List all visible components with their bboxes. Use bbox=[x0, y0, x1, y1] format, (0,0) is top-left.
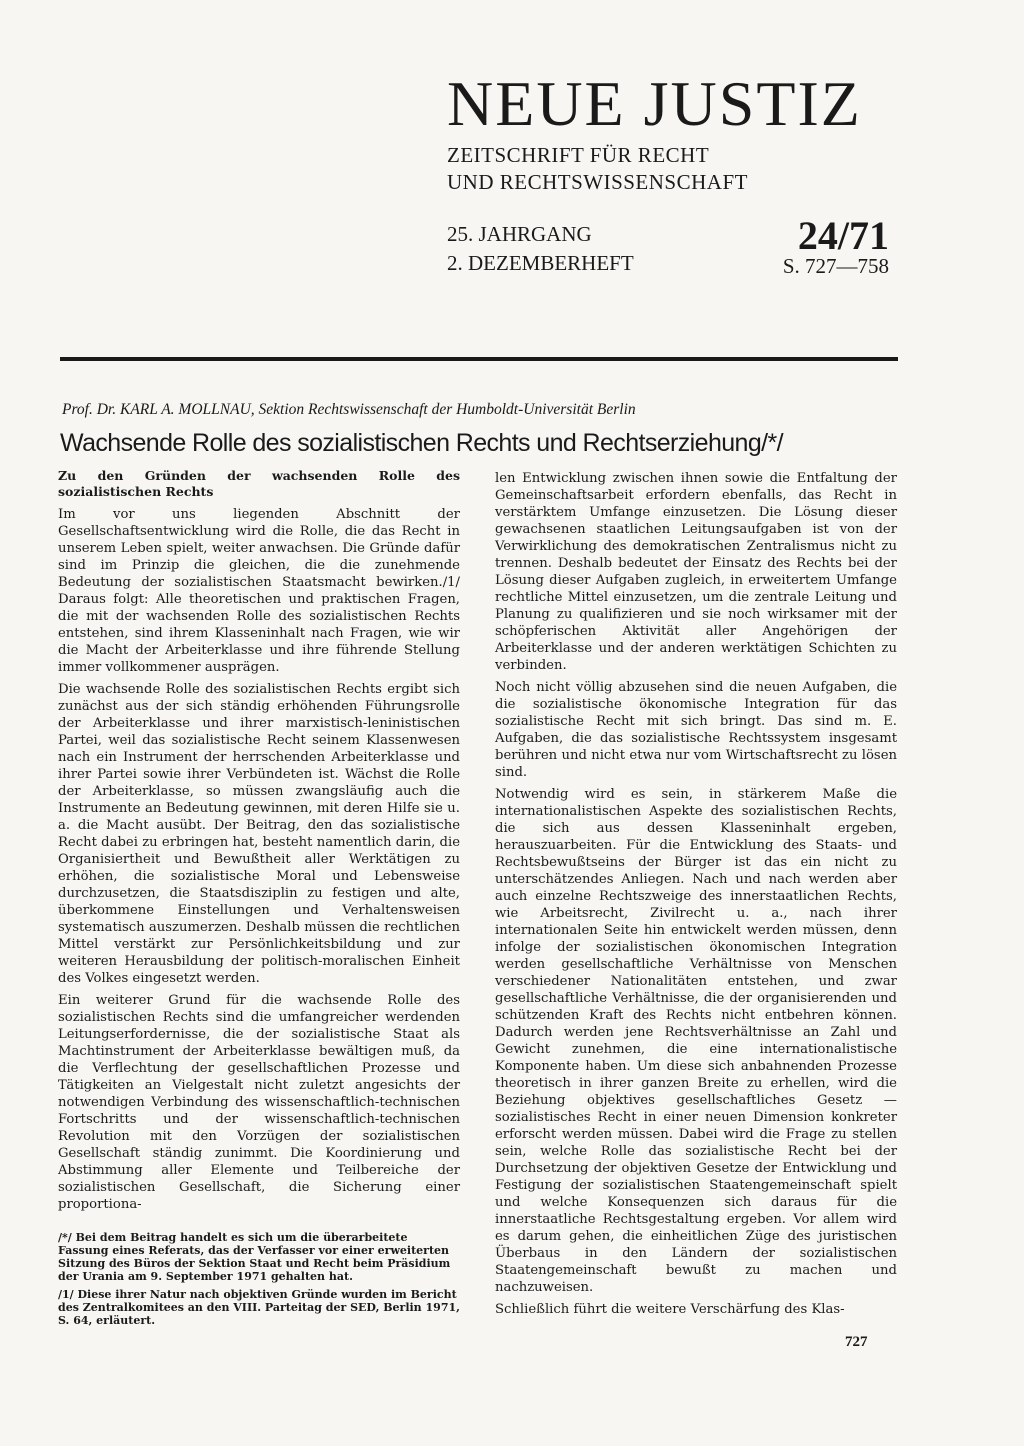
issue-part-label: 2. DEZEMBERHEFT bbox=[447, 251, 634, 275]
paragraph: Ein weiterer Grund für die wachsende Rolle des sozialistischen Rechts sind die umfangreicher werdenden Leitungserfordernisse, die der sozialistische Staat als Machtinstrument der Arbeiterklasse bewältigen muß, da die Verflechtung der gesellschaftlichen Prozesse und Tätigkeiten an Vielgestalt nicht zuletzt angesichts der notwendigen Verbindung des wissenschaftlich-technischen Fortschritts und der wissenschaftlich-technischen Revolution mit den Vorzügen der sozialistischen Gesellschaft ständig zunimmt. Die Koordinierung und Abstimmung aller Elemente und Teilbereiche der sozialistischen Gesellschaft, die Sicherung einer proportiona- bbox=[58, 993, 460, 1212]
paragraph: len Entwicklung zwischen ihnen sowie die Entfaltung der Gemeinschaftsarbeit erfordern ebenfalls, das Recht in verstärktem Umfange einzusetzen. Die Lösung dieser gewachsenen staatlichen Leitungsaufgaben ist von der Verwirklichung des demokratischen Zentralismus nicht zu trennen. Deshalb bedeutet der Einsatz des Rechts bei der Lösung dieser Aufgaben zugleich, in erweitertem Umfange rechtliche Mittel einzusetzen, um die zentrale Leitung und Planung zu qualifizieren und sie noch wirksamer mit der schöpferischen Aktivität aller Angehörigen der Arbeiterklasse und der anderen werktätigen Schichten zu verbinden. bbox=[495, 471, 897, 673]
paragraph: Im vor uns liegenden Abschnitt der Gesellschaftsentwicklung wird die Rolle, die das Recht in unserem Leben spielt, weiter anwachsen. Die Gründe dafür sind im Prinzip die gleichen, die die zunehmende Bedeutung der sozialistischen Staatsmacht bewirken./1/ Daraus folgt: Alle theoretischen und praktischen Fragen, die mit der wachsenden Rolle des sozialistischen Rechts entstehen, sind ihrem Klasseninhalt nach Fragen, wie wir die Macht der Arbeiterklasse und ihre führende Stellung immer vollkommener ausprägen. bbox=[58, 507, 460, 675]
paragraph: Die wachsende Rolle des sozialistischen Rechts ergibt sich zunächst aus der sich ständig erhöhenden Führungsrolle der Arbeiterklasse und ihrer marxistisch-leninistischen Partei, weil das sozialistische Recht seinem Klassenwesen nach ein Instrument der herrschenden Arbeiterklasse und ihrer Partei sowie ihrer Verbündeten ist. Wächst die Rolle der Arbeiterklasse, so müssen zwangsläufig auch die Instrumente an Bedeutung gewinnen, mit deren Hilfe sie u. a. die Macht ausübt. Der Beitrag, den das sozialistische Recht dabei zu erbringen hat, besteht namentlich darin, die Organisiertheit und Bewußtheit aller Werktätigen zu erhöhen, die sozialistische Moral und Lebensweise durchzusetzen, die Staatsdisziplin zu festigen und alte, überkommene Einstellungen und Verhaltensweisen systematisch auszumerzen. Deshalb müssen die rechtlichen Mittel verstärkt zur Persönlichkeitsbildung und zur weiteren Herausbildung der politisch-moralischen Einheit des Volkes eingesetzt werden. bbox=[58, 682, 460, 986]
issue-number: 24/71 bbox=[797, 213, 889, 258]
paragraph: Schließlich führt die weitere Verschärfung des Klas- bbox=[495, 1302, 845, 1317]
journal-subtitle bbox=[447, 142, 907, 196]
subtitle-line-2: UND RECHTSWISSENSCHAFT bbox=[447, 170, 748, 194]
footnotes bbox=[58, 1231, 460, 1327]
author-byline: Prof. Dr. KARL A. MOLLNAU, Sektion Rechtswissenschaft der Humboldt-Universität Berlin bbox=[62, 401, 636, 418]
article-title: Wachsende Rolle des sozialistischen Rechts und Rechtserziehung/*/ bbox=[60, 429, 783, 457]
footnote: /1/ Diese ihrer Natur nach objektiven Gründe wurden im Bericht des Zentralkomitees an den VIII. Parteitag der SED, Berlin 1971, S. 64, erläutert. bbox=[58, 1288, 460, 1327]
section-heading: Zu den Gründen der wachsenden Rolle des sozialistischen Rechts bbox=[58, 468, 460, 499]
footnote: /*/ Bei dem Beitrag handelt es sich um die überarbeitete Fassung eines Referats, das der Verfasser vor einer erweiterten Sitzung des Büros der Sektion Staat und Recht beim Präsidium der Urania am 9. September 1971 gehalten hat. bbox=[58, 1231, 451, 1283]
left-column bbox=[58, 468, 460, 1332]
paragraph: Notwendig wird es sein, in stärkerem Maße die internationalistischen Aspekte des sozialistischen Rechts, die sich aus dessen Klasseninhalt ergeben, herauszuarbeiten. Für die Entwicklung des Staats- und Rechtsbewußtseins der Bürger ist das ein nicht zu unterschätzendes Anliegen. Nach und nach werden aber auch einzelne Rechtszweige des innerstaatlichen Rechts, wie Arbeitsrecht, Zivilrecht u. a., nach ihrer internationalen Seite hin entwickelt werden müssen, denn infolge der sozialistischen ökonomischen Integration werden gesellschaftliche Verhältnisse von Menschen verschiedener Nationalitäten entstehen, und zwar gesellschaftliche Verhältnisse, die der organisierenden und schützenden Kraft des Rechts nicht entbehren können. Dadurch werden jene Rechtsverhältnisse an Zahl und Gewicht zunehmen, die eine internationalistische Komponente haben. Um diese sich anbahnenden Prozesse theoretisch in ihrer ganzen Breite zu erhellen, wird die Beziehung objektives gesellschaftliches Gesetz — sozialistisches Recht in einer neuen Dimension konkreter erforscht werden müssen. Dabei wird die Frage zu stellen sein, welche Rolle das sozialistische Recht bei der Durchsetzung der objektiven Gesetze der Entwicklung und Festigung der sozialistischen Staatengemeinschaft spielt und welche Konsequenzen sich daraus für die innerstaatliche Rechtsgestaltung ergeben. Vor allem wird es darum gehen, die einheitlichen Züge des juristischen Überbaus in den Ländern der sozialistischen Staatengemeinschaft bewußt zu machen und nachzuweisen. bbox=[495, 787, 897, 1295]
volume-label: 25. JAHRGANG bbox=[447, 222, 592, 246]
page-number: 727 bbox=[845, 1334, 868, 1350]
right-column bbox=[495, 470, 897, 1323]
issue-info bbox=[447, 213, 897, 278]
page-range: S. 727—758 bbox=[782, 254, 889, 278]
subtitle-line-1: ZEITSCHRIFT FÜR RECHT bbox=[447, 143, 710, 167]
journal-title: NEUE JUSTIZ bbox=[447, 68, 862, 139]
paragraph: Noch nicht völlig abzusehen sind die neuen Aufgaben, die die sozialistische ökonomische Integration für das sozialistische Recht mit sich bringt. Das sind m. E. Aufgaben, die das sozialistische Rechtssystem insgesamt berühren und nicht etwa nur vom Wirtschaftsrecht zu lösen sind. bbox=[495, 680, 897, 780]
header-divider bbox=[60, 357, 898, 361]
masthead bbox=[447, 68, 907, 196]
